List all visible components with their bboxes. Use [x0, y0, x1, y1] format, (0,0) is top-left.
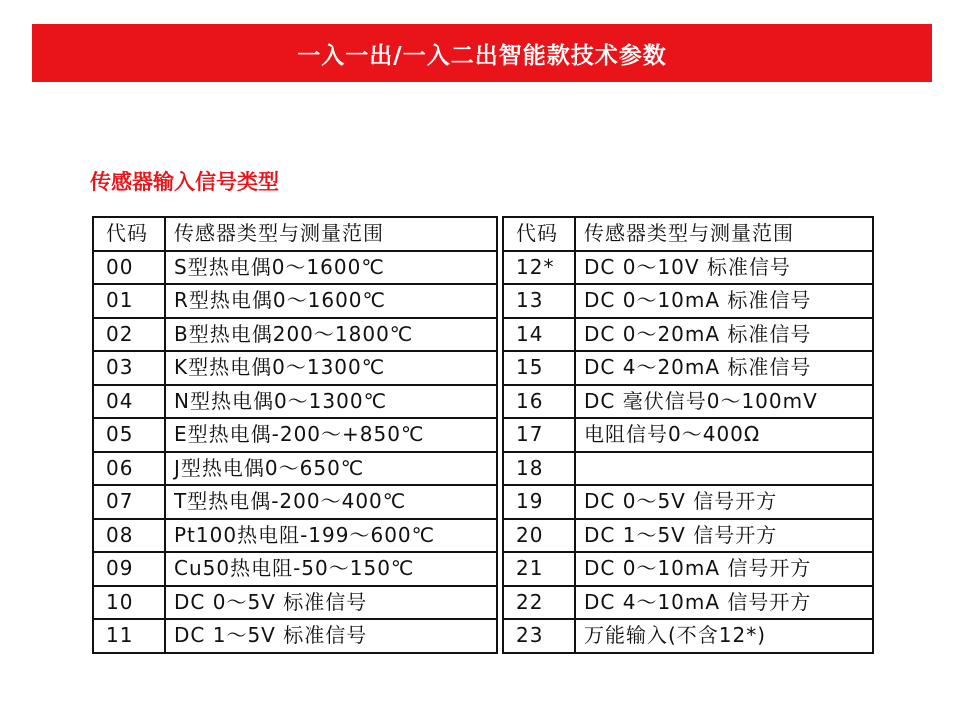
table-row: [93, 418, 873, 452]
desc-cell: B型热电偶200～1800℃: [165, 318, 497, 352]
code-cell: 09: [93, 552, 165, 586]
code-cell: 20: [503, 519, 575, 553]
desc-cell: N型热电偶0～1300℃: [165, 385, 497, 419]
table-row: [93, 284, 873, 318]
code-cell: 19: [503, 485, 575, 519]
code-cell: 03: [93, 351, 165, 385]
header-code-right: 代码: [503, 217, 575, 251]
desc-cell: J型热电偶0～650℃: [165, 452, 497, 486]
code-cell: 07: [93, 485, 165, 519]
table-row: [93, 485, 873, 519]
desc-cell: DC 4～20mA 标准信号: [575, 351, 873, 385]
code-cell: 21: [503, 552, 575, 586]
code-cell: 08: [93, 519, 165, 553]
desc-cell: S型热电偶0～1600℃: [165, 251, 497, 285]
desc-cell: DC 0～10V 标准信号: [575, 251, 873, 285]
code-cell: 14: [503, 318, 575, 352]
table-row: [93, 452, 873, 486]
desc-cell: DC 0～20mA 标准信号: [575, 318, 873, 352]
header-range-right: 传感器类型与测量范围: [575, 217, 873, 251]
desc-cell: 万能输入(不含12*): [575, 619, 873, 653]
code-cell: 10: [93, 586, 165, 620]
header-code-left: 代码: [93, 217, 165, 251]
desc-cell: Pt100热电阻-199～600℃: [165, 519, 497, 553]
code-cell: 16: [503, 385, 575, 419]
table-row: [93, 519, 873, 553]
code-cell: 15: [503, 351, 575, 385]
desc-cell: DC 0～5V 信号开方: [575, 485, 873, 519]
desc-cell: Cu50热电阻-50～150℃: [165, 552, 497, 586]
code-cell: 01: [93, 284, 165, 318]
sensor-input-table: [92, 216, 874, 654]
table-row: [93, 385, 873, 419]
code-cell: 06: [93, 452, 165, 486]
code-cell: 05: [93, 418, 165, 452]
code-cell: 12*: [503, 251, 575, 285]
table-row: [93, 619, 873, 653]
desc-cell: [575, 452, 873, 486]
page-title: 一入一出/一入二出智能款技术参数: [297, 42, 667, 69]
code-cell: 18: [503, 452, 575, 486]
desc-cell: DC 0～10mA 标准信号: [575, 284, 873, 318]
desc-cell: T型热电偶-200～400℃: [165, 485, 497, 519]
code-cell: 23: [503, 619, 575, 653]
desc-cell: R型热电偶0～1600℃: [165, 284, 497, 318]
table-row: [93, 586, 873, 620]
code-cell: 04: [93, 385, 165, 419]
desc-cell: DC 1～5V 标准信号: [165, 619, 497, 653]
table-row: [93, 351, 873, 385]
table-row: [93, 552, 873, 586]
desc-cell: K型热电偶0～1300℃: [165, 351, 497, 385]
code-cell: 22: [503, 586, 575, 620]
code-cell: 13: [503, 284, 575, 318]
table-row: [93, 318, 873, 352]
desc-cell: DC 4～10mA 信号开方: [575, 586, 873, 620]
header-range-left: 传感器类型与测量范围: [165, 217, 497, 251]
code-cell: 17: [503, 418, 575, 452]
desc-cell: 电阻信号0～400Ω: [575, 418, 873, 452]
table-header-row: [93, 217, 873, 251]
code-cell: 02: [93, 318, 165, 352]
desc-cell: DC 1～5V 信号开方: [575, 519, 873, 553]
section-title: 传感器输入信号类型: [90, 170, 279, 194]
table-row: [93, 251, 873, 285]
desc-cell: DC 0～10mA 信号开方: [575, 552, 873, 586]
title-banner: [32, 24, 932, 82]
code-cell: 00: [93, 251, 165, 285]
desc-cell: E型热电偶-200～+850℃: [165, 418, 497, 452]
desc-cell: DC 毫伏信号0～100mV: [575, 385, 873, 419]
desc-cell: DC 0～5V 标准信号: [165, 586, 497, 620]
code-cell: 11: [93, 619, 165, 653]
